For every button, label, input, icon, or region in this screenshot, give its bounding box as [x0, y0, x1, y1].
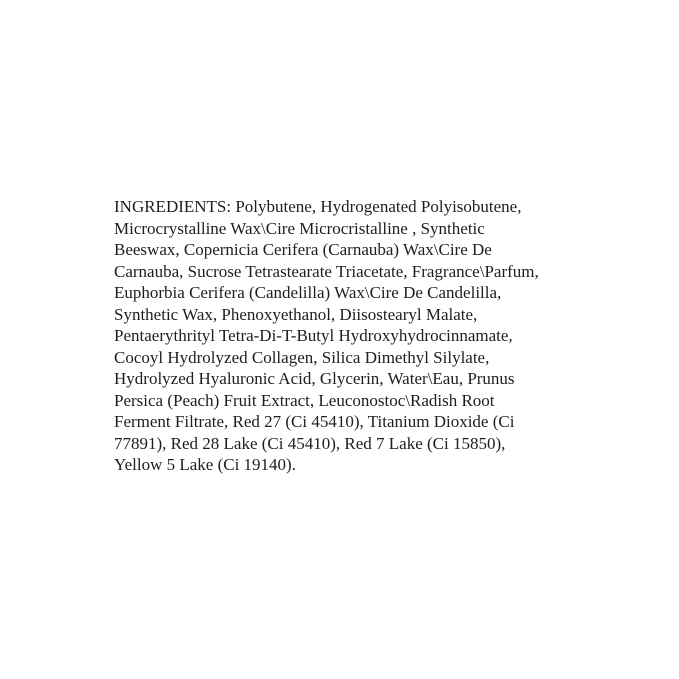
- ingredients-line: 77891), Red 28 Lake (Ci 45410), Red 7 Lake (Ci 15850),: [114, 433, 506, 453]
- ingredients-line: Hydrolyzed Hyaluronic Acid, Glycerin, Water\Eau, Prunus: [114, 369, 515, 388]
- ingredients-line: Cocoyl Hydrolyzed Collagen, Silica Dimethyl Silylate,: [114, 347, 490, 367]
- ingredients-line: INGREDIENTS: Polybutene, Hydrogenated Polyisobutene,: [114, 197, 522, 216]
- ingredients-line: Ferment Filtrate, Red 27 (Ci 45410), Titanium Dioxide (Ci: [114, 412, 515, 431]
- ingredients-line: Microcrystalline Wax\Cire Microcristalline , Synthetic: [114, 218, 485, 238]
- ingredients-line: Synthetic Wax, Phenoxyethanol, Diisostearyl Malate,: [114, 304, 478, 324]
- ingredients-paragraph: [114, 196, 584, 476]
- ingredients-line: Beeswax, Copernicia Cerifera (Carnauba) Wax\Cire De: [114, 240, 492, 259]
- ingredients-line: Persica (Peach) Fruit Extract, Leuconostoc\Radish Root: [114, 390, 495, 410]
- ingredients-line: Yellow 5 Lake (Ci 19140).: [114, 455, 296, 474]
- ingredients-line: Carnauba, Sucrose Tetrastearate Triacetate, Fragrance\Parfum,: [114, 261, 539, 281]
- ingredients-line: Pentaerythrityl Tetra-Di-T-Butyl Hydroxyhydrocinnamate,: [114, 326, 513, 345]
- ingredients-line: Euphorbia Cerifera (Candelilla) Wax\Cire De Candelilla,: [114, 283, 502, 302]
